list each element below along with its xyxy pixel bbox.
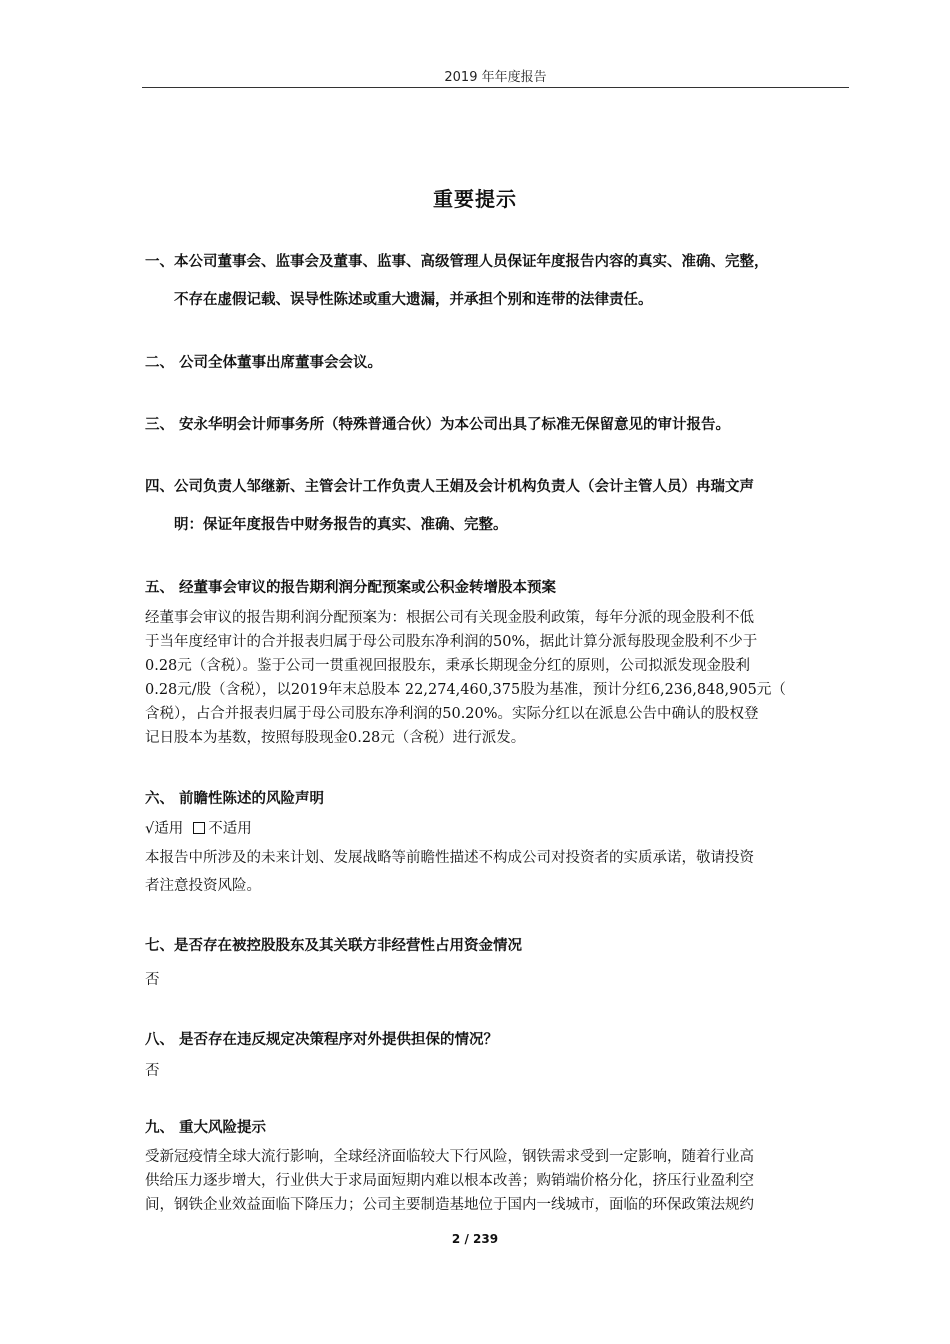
item-5-heading: 五、 经董事会审议的报告期利润分配预案或公积金转增股本预案 (145, 580, 557, 596)
page-header: 2019 年年度报告 (444, 70, 547, 85)
item-6-paragraph-line-2: 者注意投资风险。 (145, 878, 261, 894)
item-1-line-1: 一、本公司董事会、监事会及董事、监事、高级管理人员保证年度报告内容的真实、准确、完整， (145, 254, 769, 270)
checkbox-unchecked-icon (193, 822, 205, 834)
item-4-line-2: 明：保证年度报告中财务报告的真实、准确、完整。 (174, 517, 508, 533)
item-3-line-1: 三、 安永华明会计师事务所（特殊普通合伙）为本公司出具了标准无保留意见的审计报告。 (145, 417, 731, 433)
item-5-paragraph-line-6: 记日股本为基数，按照每股现金0.28元（含税）进行派发。 (145, 730, 526, 746)
item-9-heading: 九、 重大风险提示 (145, 1120, 267, 1136)
option-not-applicable: 不适用 (208, 821, 252, 837)
item-4-line-1: 四、公司负责人邹继新、主管会计工作负责人王娟及会计机构负责人（会计主管人员）冉瑞文声 (145, 479, 754, 495)
page-number: 2 / 239 (451, 1232, 499, 1246)
item-9-paragraph-line-1: 受新冠疫情全球大流行影响，全球经济面临较大下行风险，钢铁需求受到一定影响，随着行业高 (145, 1149, 754, 1165)
item-7-answer: 否 (145, 972, 160, 988)
item-8-answer: 否 (145, 1063, 160, 1079)
item-5-paragraph-line-2: 于当年度经审计的合并报表归属于母公司股东净利润的50%，据此计算分派每股现金股利不少于 (145, 634, 758, 650)
header-divider (142, 87, 849, 88)
item-5-paragraph-line-4: 0.28元/股（含税），以2019年末总股本 22,274,460,375股为基准，预计分红6,236,848,905元（ (145, 682, 786, 698)
item-2-line-1: 二、 公司全体董事出席董事会会议。 (145, 355, 383, 371)
item-1-line-2: 不存在虚假记载、误导性陈述或重大遗漏，并承担个别和连带的法律责任。 (174, 292, 653, 308)
document-title: 重要提示 (433, 187, 517, 211)
item-6-options (145, 817, 252, 838)
item-6-paragraph-line-1: 本报告中所涉及的未来计划、发展战略等前瞻性描述不构成公司对投资者的实质承诺，敬请投资 (145, 850, 754, 866)
item-7-heading: 七、是否存在被控股股东及其关联方非经营性占用资金情况 (145, 938, 522, 954)
item-9-paragraph-line-2: 供给压力逐步增大，行业供大于求局面短期内难以根本改善；购销端价格分化，挤压行业盈利空 (145, 1173, 754, 1189)
item-8-heading: 八、 是否存在违反规定决策程序对外提供担保的情况？ (145, 1032, 499, 1048)
item-9-paragraph-line-3: 间，钢铁企业效益面临下降压力；公司主要制造基地位于国内一线城市，面临的环保政策法规约 (145, 1197, 754, 1213)
option-applicable-checked: √适用 (145, 821, 184, 837)
item-5-paragraph-line-5: 含税），占合并报表归属于母公司股东净利润的50.20%。实际分红以在派息公告中确认的股权登 (145, 706, 759, 722)
item-5-paragraph-line-1: 经董事会审议的报告期利润分配预案为：根据公司有关现金股利政策，每年分派的现金股利不低 (145, 610, 754, 626)
item-5-paragraph-line-3: 0.28元（含税）。鉴于公司一贯重视回报股东，秉承长期现金分红的原则，公司拟派发现金股利 (145, 658, 751, 674)
item-6-heading: 六、 前瞻性陈述的风险声明 (145, 791, 325, 807)
